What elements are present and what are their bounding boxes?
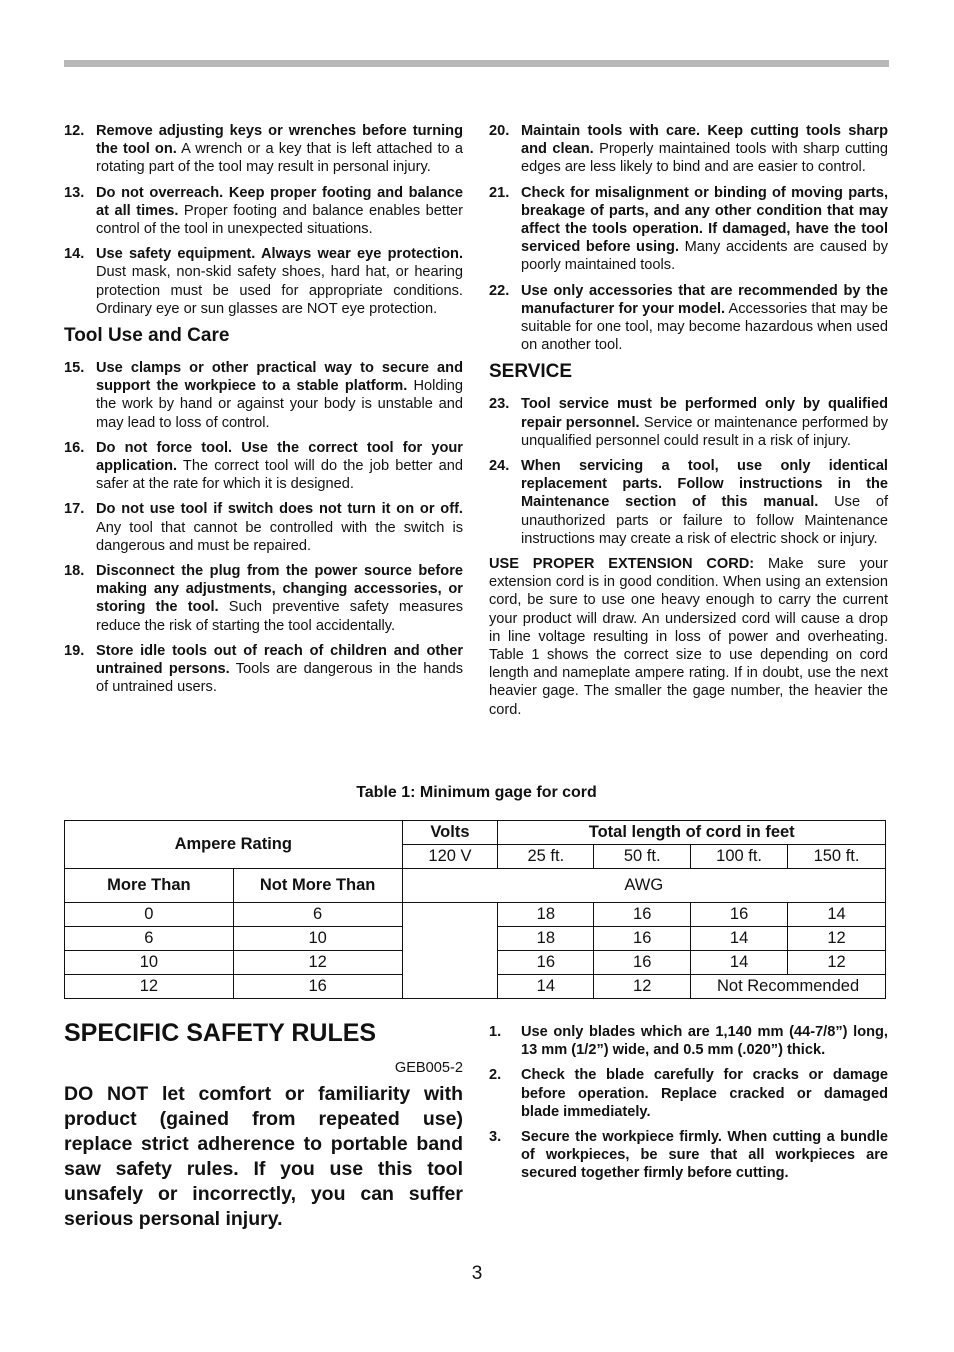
table-header-row <box>65 821 886 845</box>
extension-cord-text: Make sure your extension cord is in good condition. When using an extension cord, be sure to use one heavy enough to carry the current your product will draw. An undersized cord will cause a drop in line voltage resulting in loss of power and overheating. Table 1 shows the correct size to use depending on cord length and nameplate ampere rating. If in doubt, use the next heavier gage. The smaller the gage number, the heavier the cord. <box>489 556 888 718</box>
rule-text <box>96 184 463 239</box>
extension-cord-heading: USE PROPER EXTENSION CORD: <box>489 556 755 573</box>
rule-number: 17. <box>64 501 85 518</box>
cell-gage: 12 <box>594 975 691 999</box>
rule-number: 23. <box>489 396 510 413</box>
rule-number: 22. <box>489 282 510 299</box>
rule-number: 18. <box>64 563 85 580</box>
cell-more: 6 <box>65 927 234 951</box>
header-more-than: More Than <box>65 869 234 903</box>
rule-text: Secure the workpiece firmly. When cutting a bundle of workpieces, be sure that all workpieces are secured together firmly before cutting. <box>521 1129 888 1182</box>
table-caption: Table 1: Minimum gage for cord <box>356 784 597 801</box>
rule-body: Tools are dangerous in the hands of untrained users. <box>96 661 463 696</box>
rule-text: Check the blade carefully for cracks or damage before operation. Replace cracked or damaged blade immediately. <box>521 1067 888 1120</box>
rule-body: The correct tool will do the job better and safer at the rate for which it is designed. <box>96 458 463 493</box>
rule-number: 3. <box>489 1129 502 1146</box>
rule-item-13 <box>64 184 463 239</box>
header-length: 100 ft. <box>691 845 788 869</box>
rule-bold: Maintain tools with care. Keep cutting tools sharp and clean. <box>521 123 888 158</box>
specific-rule-1 <box>489 1023 888 1059</box>
cell-notmore: 16 <box>233 975 402 999</box>
rule-text <box>96 642 463 697</box>
rule-body: Any tool that cannot be controlled with the switch is dangerous and must be repaired. <box>96 519 463 554</box>
cell-blank <box>402 903 498 999</box>
cell-gage: 16 <box>594 927 691 951</box>
cell-not-recommended: Not Recommended <box>691 975 886 999</box>
rule-text <box>521 282 888 355</box>
cell-more: 10 <box>65 951 234 975</box>
rule-body: A wrench or a key that is left attached to a rotating part of the tool may result in personal injury. <box>96 141 463 176</box>
rule-bold: Store idle tools out of reach of children and other untrained persons. <box>96 642 463 678</box>
rule-text: Use only blades which are 1,140 mm (44-7/8”) long, 13 mm (1/2”) wide, and 0.5 mm (.020”) thick. <box>521 1024 888 1059</box>
section-title-tool-use: Tool Use and Care <box>64 325 230 347</box>
rule-body: Dust mask, non-skid safety shoes, hard hat, or hearing protection must be used for appropriate conditions. Ordinary eye or sun glasses are NOT eye protection. <box>96 264 463 317</box>
rule-body: Use of unauthorized parts or failure to follow Maintenance instructions may create a risk of electric shock or injury. <box>521 494 889 547</box>
cell-gage: 14 <box>788 903 886 927</box>
rule-text <box>96 500 463 555</box>
rule-item-24 <box>489 457 888 548</box>
rule-bold: Do not force tool. Use the correct tool for your application. <box>96 439 463 475</box>
rule-bold: When servicing a tool, use only identical replacement parts. Follow instructions in the Maintenance section of this manual. <box>521 458 888 511</box>
rule-text <box>96 439 463 494</box>
rule-bold: Tool service must be performed only by qualified repair personnel. <box>521 396 888 431</box>
cell-gage: 14 <box>691 927 788 951</box>
rule-body: Holding the work by hand or against your body is unstable and may lead to loss of control. <box>96 378 463 431</box>
header-length: 25 ft. <box>498 845 594 869</box>
right-column <box>489 122 888 719</box>
rule-text <box>521 457 888 548</box>
cell-notmore: 6 <box>233 903 402 927</box>
header-volts: Volts <box>402 821 498 845</box>
cell-gage: 16 <box>594 903 691 927</box>
header-rule <box>64 60 889 67</box>
table-row <box>65 903 886 927</box>
header-not-more-than: Not More Than <box>233 869 402 903</box>
rule-number: 24. <box>489 458 510 475</box>
rule-number: 2. <box>489 1067 502 1084</box>
rule-number: 13. <box>64 184 85 201</box>
cell-gage: 18 <box>498 903 594 927</box>
header-length: 50 ft. <box>594 845 691 869</box>
cell-gage: 12 <box>788 927 886 951</box>
header-total-length: Total length of cord in feet <box>498 821 886 845</box>
rule-body: Such preventive safety measures reduce the risk of starting the tool accidentally. <box>96 599 463 634</box>
rule-item-14 <box>64 245 463 318</box>
page-number: 3 <box>471 1263 483 1284</box>
cell-gage: 14 <box>498 975 594 999</box>
cell-more: 12 <box>65 975 234 999</box>
rule-item-12 <box>64 122 463 177</box>
rule-bold: Do not use tool if switch does not turn it on or off. <box>96 501 463 518</box>
rule-item-20 <box>489 122 888 177</box>
rule-bold: Use safety equipment. Always wear eye protection. <box>96 246 463 263</box>
specific-rules-title: SPECIFIC SAFETY RULES <box>64 1019 377 1047</box>
header-awg: AWG <box>402 869 885 903</box>
header-length: 150 ft. <box>788 845 886 869</box>
rule-number: 20. <box>489 123 510 139</box>
rule-text <box>96 359 463 432</box>
rule-number: 19. <box>64 642 85 659</box>
rule-number: 15. <box>64 360 85 377</box>
rule-number: 14. <box>64 246 85 263</box>
specific-rules-list <box>489 1023 888 1190</box>
rule-bold: Use clamps or other practical way to secure and support the workpiece to a stable platform. <box>96 360 463 395</box>
table-header-row-2 <box>65 869 886 903</box>
cell-gage: 16 <box>594 951 691 975</box>
rule-body: Many accidents are caused by poorly maintained tools. <box>521 239 888 274</box>
cell-gage: 16 <box>691 903 788 927</box>
rule-item-16 <box>64 439 463 494</box>
rule-body: Service or maintenance performed by unqualified personnel could result in a risk of injury. <box>521 414 888 449</box>
rule-text <box>521 184 888 275</box>
rule-text <box>521 395 888 450</box>
document-code: GEB005-2 <box>394 1060 463 1076</box>
header-120v: 120 V <box>402 845 498 869</box>
rule-bold: Remove adjusting keys or wrenches before turning the tool on. <box>96 123 463 158</box>
rule-bold: Do not overreach. Keep proper footing and balance at all times. <box>96 184 463 219</box>
cell-notmore: 12 <box>233 951 402 975</box>
rule-item-19 <box>64 642 463 697</box>
rule-bold: Check for misalignment or binding of moving parts, breakage of parts, and any other condition that may affect the tools operation. If damaged, have the tool serviced before using. <box>521 184 888 256</box>
rule-body: Proper footing and balance enables better control of the tool in unexpected situations. <box>96 202 463 238</box>
cell-notmore: 10 <box>233 927 402 951</box>
rule-text <box>96 245 463 318</box>
rule-text <box>96 122 463 177</box>
rule-item-15 <box>64 359 463 432</box>
cell-gage: 14 <box>691 951 788 975</box>
rule-bold: Use only accessories that are recommended by the manufacturer for your model. <box>521 282 888 317</box>
specific-rules-left <box>64 1018 463 1232</box>
specific-rule-2 <box>489 1066 888 1121</box>
left-column <box>64 122 463 703</box>
cell-more: 0 <box>65 903 234 927</box>
rule-number: 12. <box>64 123 85 139</box>
cell-gage: 12 <box>788 951 886 975</box>
header-ampere-rating: Ampere Rating <box>65 821 403 869</box>
rule-text <box>96 562 463 635</box>
rule-item-21 <box>489 184 888 275</box>
rule-bold: Disconnect the plug from the power source before making any adjustments, changing accessories, or storing the tool. <box>96 563 463 616</box>
extension-cord-paragraph <box>489 555 888 719</box>
rule-text <box>521 122 888 177</box>
rule-item-22 <box>489 282 888 355</box>
rule-item-18 <box>64 562 463 635</box>
cell-gage: 16 <box>498 951 594 975</box>
rule-body: Accessories that may be suitable for one tool, may become hazardous when used on another tool. <box>521 300 888 354</box>
gage-table <box>64 820 886 999</box>
rule-body: Properly maintained tools with sharp cutting edges are less likely to bind and are easier to control. <box>521 141 888 176</box>
specific-rule-3 <box>489 1128 888 1183</box>
cell-gage: 18 <box>498 927 594 951</box>
rule-number: 16. <box>64 439 85 456</box>
rule-item-23 <box>489 395 888 450</box>
rule-number: 1. <box>489 1024 502 1040</box>
rule-item-17 <box>64 500 463 555</box>
rule-number: 21. <box>489 184 510 201</box>
warning-text: DO NOT let comfort or familiarity with product (gained from repeated use) replace strict adherence to portable band saw safety rules. If you use this tool unsafely or incorrectly, you can suffer serious personal injury. <box>64 1083 463 1230</box>
section-title-service: SERVICE <box>489 361 573 383</box>
